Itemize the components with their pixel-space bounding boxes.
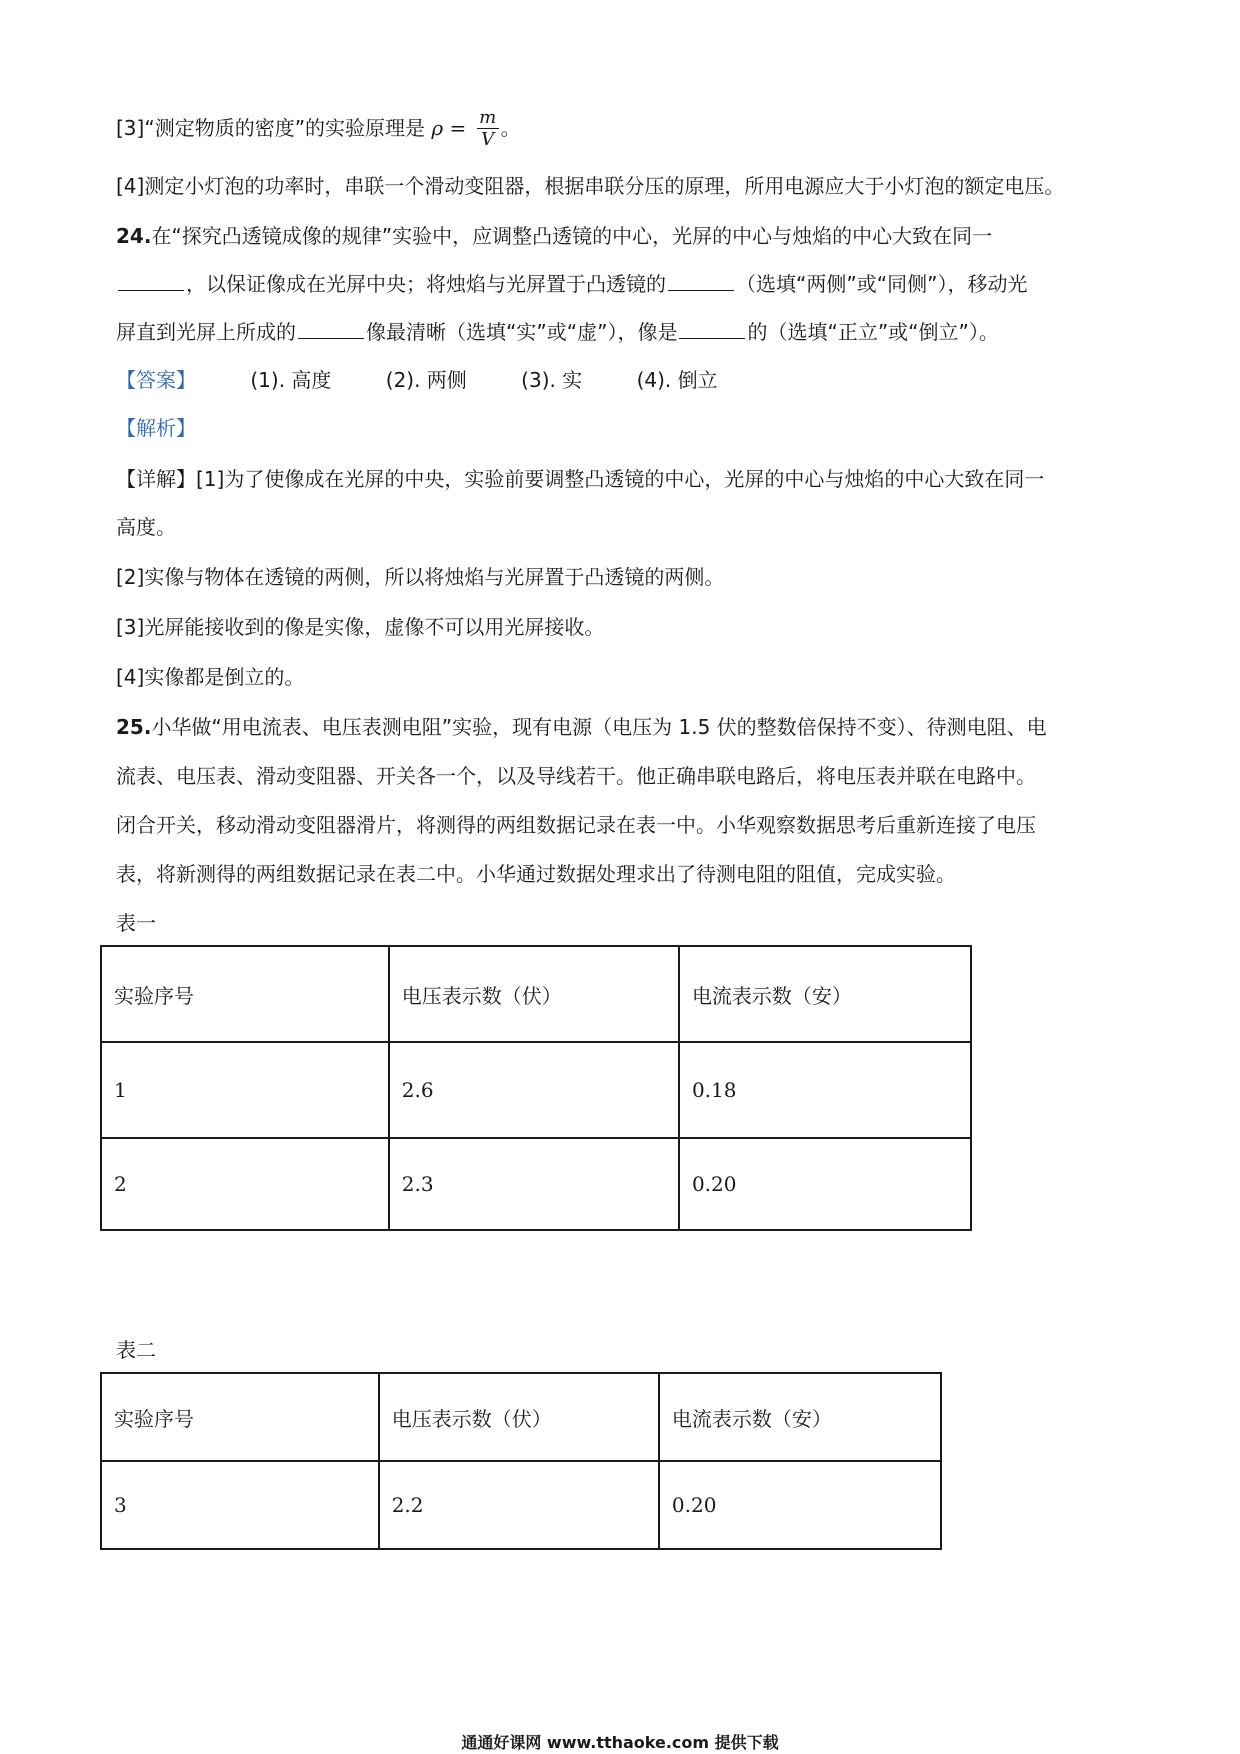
table-2-caption: 表二 xyxy=(116,1338,156,1362)
line-3-end: 。 xyxy=(500,116,521,140)
question-25-line-3: 闭合开关，移动滑动变阻器滑片，将测得的两组数据记录在表一中。小华观察数据思考后重新连接了电压 xyxy=(116,813,1036,837)
question-24-number: 24. xyxy=(116,224,152,248)
line-3-text: [3]“测定物质的密度”的实验原理是 xyxy=(116,116,426,140)
answer-item-1: (1). 高度 xyxy=(250,368,332,392)
table-2-cell: 3 xyxy=(101,1461,379,1549)
table-1-cell: 1 xyxy=(101,1042,389,1138)
detail-line-3: [3]光屏能接收到的像是实像，虚像不可以用光屏接收。 xyxy=(116,615,605,639)
table-2-header-cell: 电压表示数（伏） xyxy=(379,1373,659,1461)
table-1 xyxy=(100,945,972,1231)
analysis-line-3 xyxy=(116,108,521,151)
question-25-line-2: 流表、电压表、滑动变阻器、开关各一个，以及导线若干。他正确串联电路后，将电压表并联在电路中。 xyxy=(116,764,1036,788)
question-24-text-f: 的（选填“正立”或“倒立”）。 xyxy=(747,320,999,344)
table-1-header-cell: 电流表示数（安） xyxy=(679,946,971,1042)
question-24-line-2 xyxy=(116,270,1027,298)
answer-item-2: (2). 两侧 xyxy=(385,368,467,392)
table-2-cell: 2.2 xyxy=(379,1461,659,1549)
table-2 xyxy=(100,1372,942,1550)
question-25-line-1 xyxy=(116,713,1047,741)
question-25-number: 25. xyxy=(116,715,152,739)
analysis-tag: 【解析】 xyxy=(116,416,196,440)
table-2-header-cell: 电流表示数（安） xyxy=(659,1373,941,1461)
detail-line-2: [2]实像与物体在透镜的两侧，所以将烛焰与光屏置于凸透镜的两侧。 xyxy=(116,565,725,589)
table-1-cell: 2.6 xyxy=(389,1042,679,1138)
fraction-denominator: V xyxy=(481,129,495,150)
table-1-cell: 0.20 xyxy=(679,1138,971,1230)
table-1-cell: 2 xyxy=(101,1138,389,1230)
question-24-text-b: ，以保证像成在光屏中央；将烛焰与光屏置于凸透镜的 xyxy=(186,272,666,296)
rho-symbol: ρ xyxy=(431,116,444,140)
question-24-line-1 xyxy=(116,222,992,250)
answer-row xyxy=(116,366,718,394)
table-1-cell: 0.18 xyxy=(679,1042,971,1138)
question-24-text-c: （选填“两侧”或“同侧”），移动光 xyxy=(736,272,1028,296)
analysis-line-4: [4]测定小灯泡的功率时，串联一个滑动变阻器，根据串联分压的原理，所用电源应大于小灯泡的额定电压。 xyxy=(116,174,1065,198)
answer-item-4: (4). 倒立 xyxy=(636,368,718,392)
table-1-cell: 2.3 xyxy=(389,1138,679,1230)
table-1-header-row xyxy=(101,946,971,1042)
page-footer: 通通好课网 www.tthaoke.com 提供下载 xyxy=(461,1733,779,1752)
answer-item-3: (3). 实 xyxy=(521,368,583,392)
fraction-numerator: m xyxy=(479,107,497,128)
answer-blank-2 xyxy=(668,272,734,291)
question-25-line-4: 表，将新测得的两组数据记录在表二中。小华通过数据处理求出了待测电阻的阻值，完成实验。 xyxy=(116,862,956,886)
table-row xyxy=(101,1138,971,1230)
detail-line-1-cont: 高度。 xyxy=(116,515,176,539)
answer-blank-1 xyxy=(118,272,184,291)
table-2-cell: 0.20 xyxy=(659,1461,941,1549)
answer-tag: 【答案】 xyxy=(116,368,196,392)
question-24-text-d: 屏直到光屏上所成的 xyxy=(116,320,296,344)
density-fraction xyxy=(477,108,499,151)
table-row xyxy=(101,1042,971,1138)
question-24-text-a: 在“探究凸透镜成像的规律”实验中，应调整凸透镜的中心，光屏的中心与烛焰的中心大致在同一 xyxy=(151,224,993,248)
detail-line-4: [4]实像都是倒立的。 xyxy=(116,665,305,689)
detail-line-1: 【详解】[1]为了使像成在光屏的中央，实验前要调整凸透镜的中心，光屏的中心与烛焰的中心大致在同一 xyxy=(116,467,1045,491)
question-25-text-a: 小华做“用电流表、电压表测电阻”实验，现有电源（电压为 1.5 伏的整数倍保持不变）、待测电阻、电 xyxy=(151,715,1047,739)
table-row xyxy=(101,1461,941,1549)
question-24-line-3 xyxy=(116,318,999,346)
table-1-header-cell: 电压表示数（伏） xyxy=(389,946,679,1042)
table-2-header-cell: 实验序号 xyxy=(101,1373,379,1461)
table-1-caption: 表一 xyxy=(116,911,156,935)
answer-blank-3 xyxy=(298,320,364,339)
table-1-header-cell: 实验序号 xyxy=(101,946,389,1042)
table-2-header-row xyxy=(101,1373,941,1461)
question-24-text-e: 像最清晰（选填“实”或“虚”），像是 xyxy=(366,320,678,344)
answer-blank-4 xyxy=(679,320,745,339)
equals-sign: = xyxy=(443,116,473,140)
